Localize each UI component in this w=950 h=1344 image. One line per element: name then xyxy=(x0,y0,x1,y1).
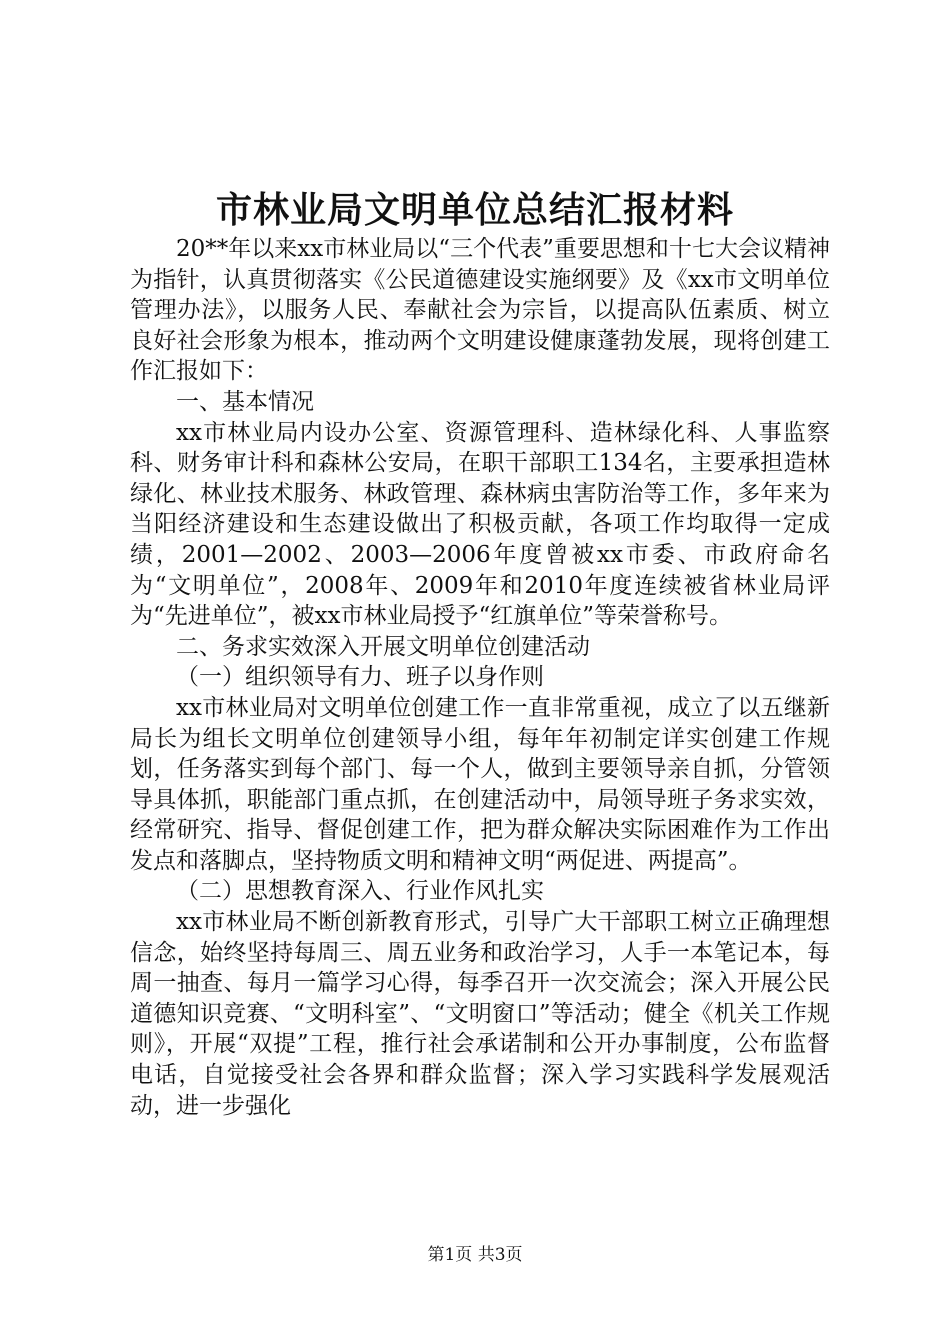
paragraph-education: xx市林业局不断创新教育形式，引导广大干部职工树立正确理想信念，始终坚持每周三、周五业务和政治学习，人手一本笔记本，每周一抽查、每月一篇学习心得，每季召开一次交流会；深入开展公民道德知识竞赛、“文明科室”、“文明窗口”等活动；健全《机关工作规则》，开展“双提”工程，推行社会承诺制和公开办事制度，公布监督电话，自觉接受社会各界和群众监督；深入学习实践科学发展观活动，进一步强化 xyxy=(130,909,830,1119)
paragraph-basic-info: xx市林业局内设办公室、资源管理科、造林绿化科、人事监察科、财务审计科和森林公安局，在职干部职工134名，主要承担造林绿化、林业技术服务、林政管理、森林病虫害防治等工作，多年来为当阳经济建设和生态建设做出了积极贡献，各项工作均取得一定成绩，2001—2002、2003—2006年度曾被xx市委、市政府命名为“文明单位”，2008年、2009年和2010年度连续被省林业局评为“先进单位”，被xx市林业局授予“红旗单位”等荣誉称号。 xyxy=(130,419,830,630)
paragraph-intro: 20**年以来xx市林业局以“三个代表”重要思想和十七大会议精神为指针，认真贯彻落实《公民道德建设实施纲要》及《xx市文明单位管理办法》，以服务人民、奉献社会为宗旨，以提高队伍素质、树立良好社会形象为根本，推动两个文明建设健康蓬勃发展，现将创建工作汇报如下： xyxy=(130,236,830,385)
section-heading-basic-info: 一、基本情况 xyxy=(176,388,314,415)
page-footer: 第1页 共3页 xyxy=(427,1245,523,1265)
subsection-heading-education: （二）思想教育深入、行业作风扎实 xyxy=(176,878,544,905)
document-body xyxy=(130,234,830,1121)
paragraph-leadership: xx市林业局对文明单位创建工作一直非常重视，成立了以五继新局长为组长文明单位创建领导小组，每年年初制定详实创建工作规划，任务落实到每个部门、每一个人，做到主要领导亲自抓，分管领导具体抓，职能部门重点抓，在创建活动中，局领导班子务求实效，经常研究、指导、督促创建工作，把为群众解决实际困难作为工作出发点和落脚点，坚持物质文明和精神文明“两促进、两提高”。 xyxy=(130,694,830,874)
subsection-heading-leadership: （一）组织领导有力、班子以身作则 xyxy=(176,664,544,691)
section-heading-activities: 二、务求实效深入开展文明单位创建活动 xyxy=(176,633,590,660)
document-title: 市林业局文明单位总结汇报材料 xyxy=(215,189,734,231)
